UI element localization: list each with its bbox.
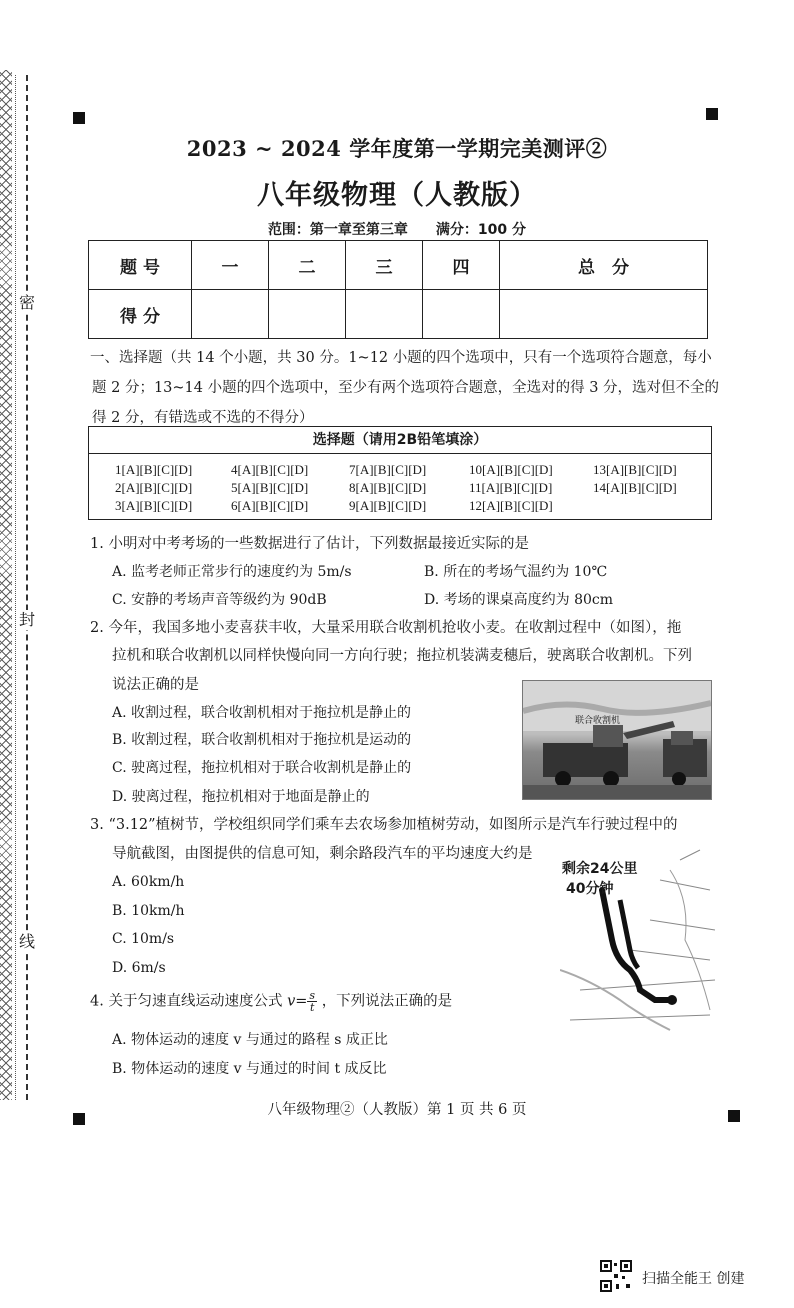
exam-subject: 八年级物理（人教版） (257, 180, 537, 211)
score-header-cell: 题 号 (89, 241, 192, 290)
question-2-stem: 拉机和联合收割机以同样快慢向同一方向行驶；拖拉机装满麦穗后，驶离联合收割机。下列 (112, 648, 692, 664)
answer-box (88, 426, 712, 520)
question-1-stem: 1. 小明对中考考场的一些数据进行了估计，下列数据最接近实际的是 (90, 536, 529, 552)
scanner-watermark: 扫描全能王 创建 (642, 1271, 745, 1287)
answer-bubble-row[interactable]: 2[A][B][C][D] (115, 480, 193, 495)
score-cell (269, 290, 346, 339)
harvester-illustration (523, 681, 711, 799)
answer-bubble-row[interactable]: 1[A][B][C][D] (115, 462, 193, 477)
question-1-option-c: C. 安静的考场声音等级约为 90dB (112, 592, 327, 608)
formula-denominator: t (310, 1001, 315, 1014)
question-2-stem: 2. 今年，我国多地小麦喜获丰收，大量采用联合收割机抢收小麦。在收割过程中（如图），拖 (90, 620, 682, 636)
exam-title: 2023 ~ 2024 学年度第一学期完美测评② (186, 136, 608, 161)
question-3-option-b: B. 10km/h (112, 903, 185, 919)
answer-bubble-row[interactable]: 12[A][B][C][D] (469, 498, 553, 513)
answer-bubble-row[interactable]: 13[A][B][C][D] (593, 462, 677, 477)
page-footer: 八年级物理②（人教版）第 1 页 共 6 页 (267, 1102, 527, 1118)
map-remaining-distance: 剩余24公里 (562, 861, 638, 877)
score-header-cell: 总 分 (500, 241, 708, 290)
qr-code-icon (600, 1260, 632, 1292)
exam-scope: 范围：第一章至第三章 满分：100 分 (267, 222, 527, 238)
formula-numerator: s (309, 989, 316, 1002)
answer-bubble-row[interactable]: 7[A][B][C][D] (349, 462, 427, 477)
map-remaining-time: 40分钟 (566, 881, 614, 897)
question-2-option-d: D. 驶离过程，拖拉机相对于地面是静止的 (112, 789, 370, 805)
score-row-label: 得 分 (89, 290, 192, 339)
question-4-option-a: A. 物体运动的速度 v 与通过的路程 s 成正比 (112, 1032, 388, 1048)
registration-mark (706, 108, 718, 120)
score-cell (500, 290, 708, 339)
answer-bubble-row[interactable]: 8[A][B][C][D] (349, 480, 427, 495)
question-2-option-a: A. 收割过程，联合收割机相对于拖拉机是静止的 (112, 705, 412, 721)
question-2-stem: 说法正确的是 (112, 677, 199, 693)
answer-bubble-row[interactable]: 6[A][B][C][D] (231, 498, 309, 513)
question-3-option-a: A. 60km/h (112, 874, 185, 890)
section-instructions: 一、选择题（共 14 个小题，共 30 分。1~12 小题的四个选项中，只有一个选项符合题意，每小题 2 分；13~14 小题的四个选项中，至少有两个选项符合题意，全选对的得 3 分，选对但不全的得 2 分，有错选或不选的不得分） (90, 350, 720, 426)
score-header-cell: 一 (192, 241, 269, 290)
margin-char-mi: 密 (18, 293, 35, 312)
formula-fraction (307, 990, 317, 1013)
answer-bubble-row[interactable]: 11[A][B][C][D] (469, 480, 553, 495)
answer-grid (89, 454, 711, 520)
question-3-stem: 导航截图，由图提供的信息可知，剩余路段汽车的平均速度大约是 (112, 846, 533, 862)
photo-label: 联合收割机 (575, 716, 621, 726)
score-header-cell: 三 (346, 241, 423, 290)
harvester-photo (522, 680, 712, 800)
navigation-map (560, 840, 720, 1040)
score-cell (346, 290, 423, 339)
question-1-option-b: B. 所在的考场气温约为 10℃ (424, 564, 608, 580)
margin-char-xian: 线 (18, 932, 35, 951)
question-3-option-d: D. 6m/s (112, 960, 166, 976)
registration-mark (73, 112, 85, 124)
question-1-option-d: D. 考场的课桌高度约为 80cm (424, 592, 614, 608)
answer-bubble-row[interactable]: 5[A][B][C][D] (231, 480, 309, 495)
answer-bubble-row[interactable]: 14[A][B][C][D] (593, 480, 677, 495)
question-4-stem-post: ，下列说法正确的是 (321, 993, 453, 1010)
score-header-cell: 二 (269, 241, 346, 290)
margin-char-feng: 封 (18, 610, 35, 629)
answer-bubble-row[interactable]: 3[A][B][C][D] (115, 498, 193, 513)
score-table (88, 240, 708, 339)
question-4-stem-pre: 4. 关于匀速直线运动速度公式 (90, 993, 283, 1010)
question-3-stem: 3. “3.12”植树节，学校组织同学们乘车去农场参加植树劳动，如图所示是汽车行驶过程中的 (90, 817, 678, 833)
score-cell (192, 290, 269, 339)
answer-box-title: 选择题（请用2B铅笔填涂） (89, 427, 711, 454)
score-cell (423, 290, 500, 339)
answer-bubble-row[interactable]: 4[A][B][C][D] (231, 462, 309, 477)
score-header-cell: 四 (423, 241, 500, 290)
answer-bubble-row[interactable]: 10[A][B][C][D] (469, 462, 553, 477)
question-2-option-c: C. 驶离过程，拖拉机相对于联合收割机是静止的 (112, 760, 412, 776)
question-4-option-b: B. 物体运动的速度 v 与通过的时间 t 成反比 (112, 1061, 387, 1077)
question-1-option-a: A. 监考老师正常步行的速度约为 5m/s (112, 564, 352, 580)
formula-equals: = (295, 993, 308, 1010)
question-2-option-b: B. 收割过程，联合收割机相对于拖拉机是运动的 (112, 732, 412, 748)
question-3-option-c: C. 10m/s (112, 931, 175, 947)
formula-v: v (287, 993, 296, 1010)
answer-bubble-row[interactable]: 9[A][B][C][D] (349, 498, 427, 513)
question-4-stem (90, 990, 452, 1013)
